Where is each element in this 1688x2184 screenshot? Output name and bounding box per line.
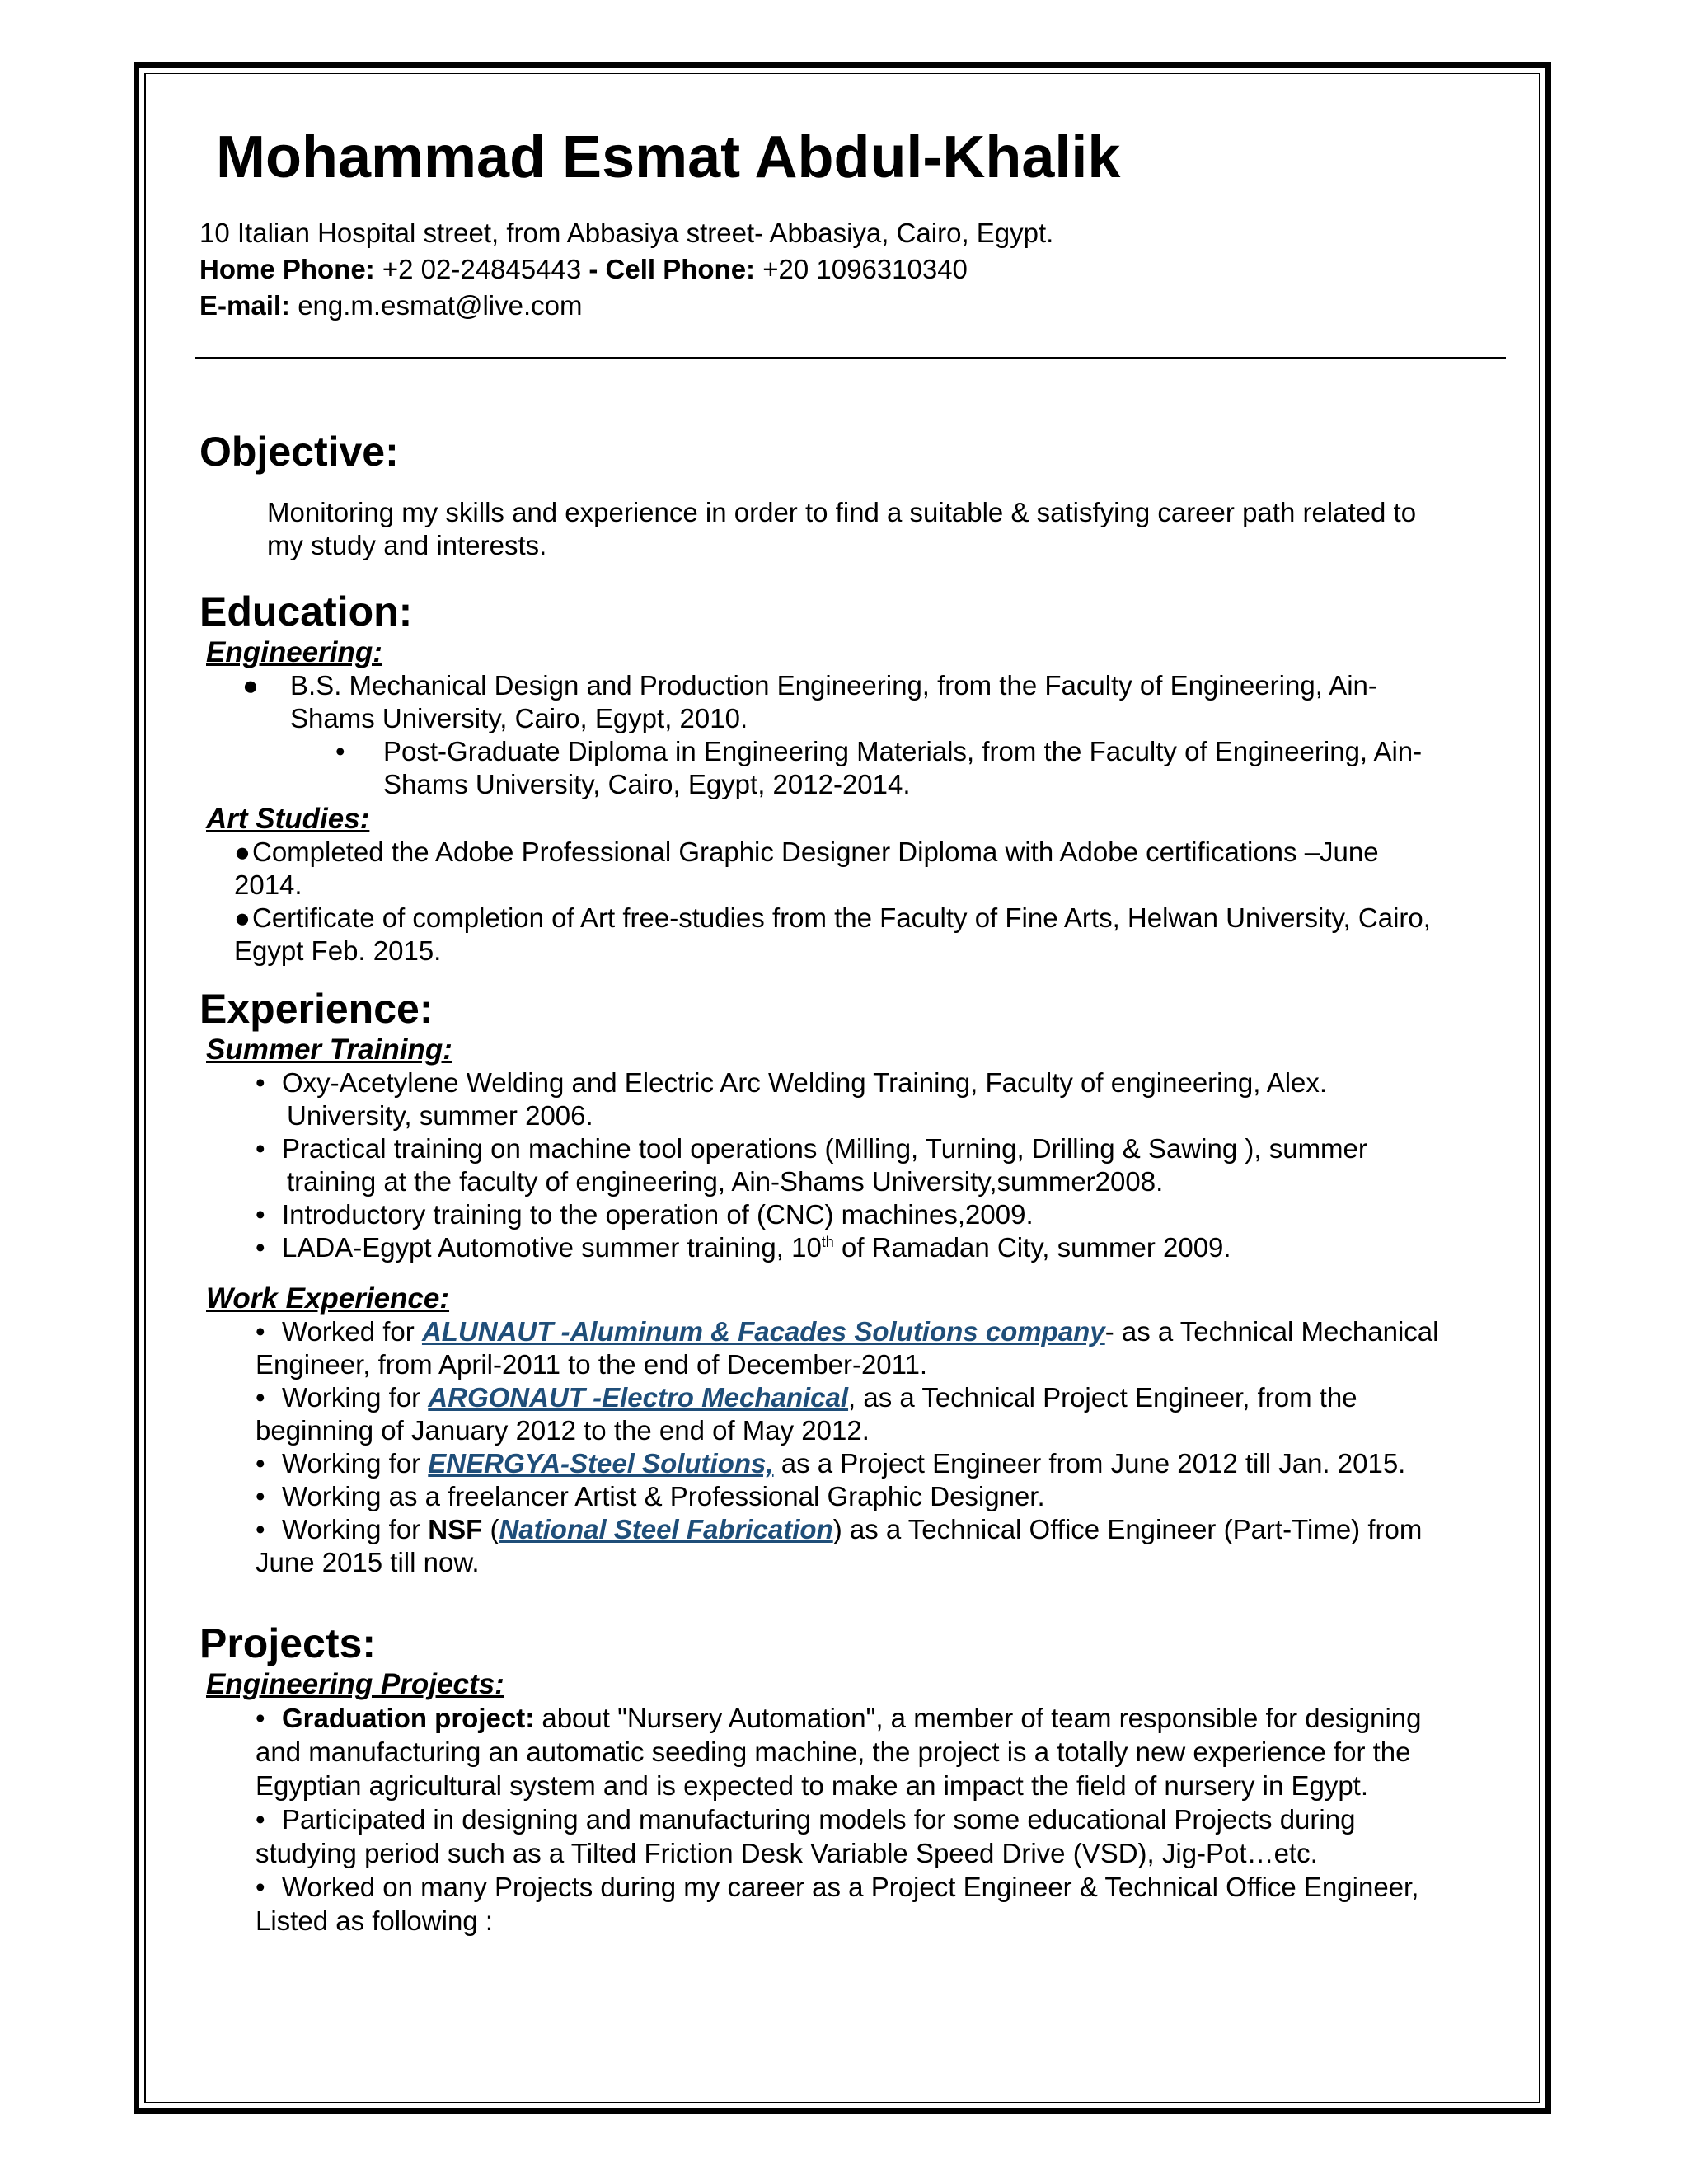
contact-block bbox=[199, 215, 1502, 324]
objective-text-line: Monitoring my skills and experience in order to find a suitable & satisfying career path related to bbox=[267, 496, 1417, 527]
item-text: Completed the Adobe Professional Graphic Designer Diploma with Adobe certifications –June bbox=[252, 836, 1379, 867]
item-text: Oxy-Acetylene Welding and Electric Arc Welding Training, Faculty of engineering, Alex. bbox=[282, 1066, 1328, 1098]
summer-training-list bbox=[256, 1066, 1502, 1264]
list-item bbox=[256, 1381, 1502, 1414]
item-text: B.S. Mechanical Design and Production Engineering, from the Faculty of Engineering, Ain- bbox=[290, 669, 1377, 701]
item-text: Egyptian agricultural system and is expected to make an impact the field of nursery in Egypt. bbox=[256, 1769, 1369, 1801]
home-phone-value: +2 02-24845443 bbox=[382, 253, 582, 284]
list-item bbox=[335, 735, 1502, 801]
bullet-icon: • bbox=[256, 1315, 265, 1347]
item-text: Certificate of completion of Art free-studies from the Faculty of Fine Arts, Helwan University, Cairo, bbox=[252, 902, 1431, 933]
list-item bbox=[256, 1701, 1502, 1735]
item-text: about "Nursery Automation", a member of team responsible for designing bbox=[534, 1702, 1422, 1733]
list-item bbox=[256, 1132, 1502, 1165]
phone-line bbox=[199, 251, 1502, 288]
bullet-icon: • bbox=[256, 1480, 265, 1511]
bullet-icon: • bbox=[256, 1513, 265, 1544]
list-item bbox=[256, 1231, 1502, 1264]
item-text: Egypt Feb. 2015. bbox=[234, 935, 442, 966]
projects-heading: Projects: bbox=[199, 1619, 376, 1666]
bullet-icon: ● bbox=[242, 669, 259, 701]
bullet-icon: ● bbox=[234, 902, 251, 933]
education-section bbox=[199, 587, 1502, 968]
bullet-icon: • bbox=[335, 735, 345, 766]
experience-heading: Experience: bbox=[199, 985, 434, 1032]
list-item bbox=[256, 1480, 1502, 1513]
item-text: and manufacturing an automatic seeding machine, the project is a totally new experience for the bbox=[256, 1736, 1411, 1767]
art-studies-subheading: Art Studies: bbox=[206, 802, 370, 835]
header-divider bbox=[195, 357, 1506, 359]
item-text: ) as a Technical Office Engineer (Part-Time) from bbox=[832, 1513, 1423, 1544]
item-text: beginning of January 2012 to the end of May 2012. bbox=[256, 1414, 870, 1446]
cell-phone-label: Cell Phone: bbox=[605, 253, 756, 284]
bullet-icon: • bbox=[256, 1803, 265, 1835]
home-phone-label: Home Phone: bbox=[199, 253, 375, 284]
item-text: 2014. bbox=[234, 869, 302, 900]
item-text: of Ramadan City, summer 2009. bbox=[833, 1231, 1231, 1263]
list-item bbox=[234, 836, 1502, 968]
objective-section bbox=[199, 427, 1502, 562]
email-label: E-mail: bbox=[199, 289, 291, 321]
item-text: Introductory training to the operation of (CNC) machines,2009. bbox=[282, 1198, 1034, 1230]
item-text: Practical training on machine tool operations (Milling, Turning, Drilling & Sawing ), summer bbox=[282, 1132, 1367, 1164]
projects-list bbox=[256, 1701, 1502, 1938]
company-link[interactable]: ARGONAUT -Electro Mechanical bbox=[428, 1381, 849, 1413]
item-text: Listed as following : bbox=[256, 1905, 493, 1936]
cell-phone-value: +20 1096310340 bbox=[762, 253, 968, 284]
list-item bbox=[256, 1198, 1502, 1231]
item-text: LADA-Egypt Automotive summer training, 10 bbox=[282, 1231, 822, 1263]
item-text: Engineer, from April-2011 to the end of December-2011. bbox=[256, 1348, 928, 1380]
item-text: ( bbox=[482, 1513, 499, 1544]
item-text: training at the faculty of engineering, Ain-Shams University,summer2008. bbox=[287, 1165, 1164, 1197]
list-item bbox=[256, 1447, 1502, 1480]
candidate-name: Mohammad Esmat Abdul-Khalik bbox=[216, 124, 1121, 190]
item-text: Working for bbox=[282, 1513, 429, 1544]
work-experience-list bbox=[256, 1315, 1502, 1579]
bullet-icon: • bbox=[256, 1198, 265, 1230]
item-text: Worked for bbox=[282, 1315, 422, 1347]
objective-text bbox=[267, 496, 1502, 562]
item-text: - as a Technical Mechanical bbox=[1104, 1315, 1439, 1347]
item-text: studying period such as a Tilted Friction Desk Variable Speed Drive (VSD), Jig-Pot…etc. bbox=[256, 1837, 1318, 1868]
list-item bbox=[256, 1870, 1502, 1904]
item-text: Working for bbox=[282, 1447, 429, 1479]
bullet-icon: • bbox=[256, 1381, 265, 1413]
list-item bbox=[256, 1315, 1502, 1348]
phone-separator: - bbox=[588, 253, 598, 284]
work-experience-subheading: Work Experience: bbox=[206, 1282, 450, 1315]
bullet-icon: • bbox=[256, 1132, 265, 1164]
list-item bbox=[242, 669, 1502, 735]
company-link[interactable]: ENERGYA-Steel Solutions, bbox=[428, 1447, 774, 1479]
engineering-subheading: Engineering: bbox=[206, 635, 382, 668]
item-text: , as a Technical Project Engineer, from the bbox=[848, 1381, 1357, 1413]
list-item bbox=[256, 1066, 1502, 1099]
bullet-icon: • bbox=[256, 1871, 265, 1902]
item-text: Working for bbox=[282, 1381, 429, 1413]
engineering-projects-subheading: Engineering Projects: bbox=[206, 1667, 504, 1700]
education-heading: Education: bbox=[199, 588, 413, 635]
item-text: Shams University, Cairo, Egypt, 2012-2014. bbox=[383, 768, 911, 799]
item-text: as a Project Engineer from June 2012 till Jan. 2015. bbox=[773, 1447, 1406, 1479]
company-link[interactable]: National Steel Fabrication bbox=[499, 1513, 833, 1544]
projects-section bbox=[199, 1619, 1502, 1938]
bullet-icon: • bbox=[256, 1066, 265, 1098]
ordinal-suffix: th bbox=[821, 1233, 834, 1250]
company-abbreviation: NSF bbox=[428, 1513, 483, 1544]
objective-heading: Objective: bbox=[199, 428, 399, 475]
bullet-icon: • bbox=[256, 1447, 265, 1479]
bullet-icon: • bbox=[256, 1231, 265, 1263]
list-item bbox=[256, 1513, 1502, 1546]
item-text: Post-Graduate Diploma in Engineering Materials, from the Faculty of Engineering, Ain- bbox=[383, 735, 1423, 766]
address: 10 Italian Hospital street, from Abbasiya street- Abbasiya, Cairo, Egypt. bbox=[199, 217, 1054, 248]
item-text: June 2015 till now. bbox=[256, 1546, 480, 1577]
bullet-icon: • bbox=[256, 1702, 265, 1733]
resume-content bbox=[199, 124, 1502, 1938]
bullet-icon: ● bbox=[234, 836, 251, 867]
item-label: Graduation project: bbox=[282, 1702, 535, 1733]
list-item bbox=[256, 1802, 1502, 1836]
summer-training-subheading: Summer Training: bbox=[206, 1033, 452, 1066]
item-text: Shams University, Cairo, Egypt, 2010. bbox=[290, 702, 748, 733]
objective-text-line: my study and interests. bbox=[267, 529, 547, 560]
email-value[interactable]: eng.m.esmat@live.com bbox=[298, 289, 583, 321]
item-text: Working as a freelancer Artist & Professional Graphic Designer. bbox=[282, 1480, 1045, 1511]
email-line bbox=[199, 288, 1502, 324]
company-link[interactable]: ALUNAUT -Aluminum & Facades Solutions company bbox=[421, 1315, 1105, 1347]
item-text: Participated in designing and manufacturing models for some educational Projects during bbox=[282, 1803, 1356, 1835]
item-text: University, summer 2006. bbox=[287, 1099, 593, 1131]
item-text: Worked on many Projects during my career as a Project Engineer & Technical Office Engineer, bbox=[282, 1871, 1419, 1902]
experience-section bbox=[199, 984, 1502, 1579]
